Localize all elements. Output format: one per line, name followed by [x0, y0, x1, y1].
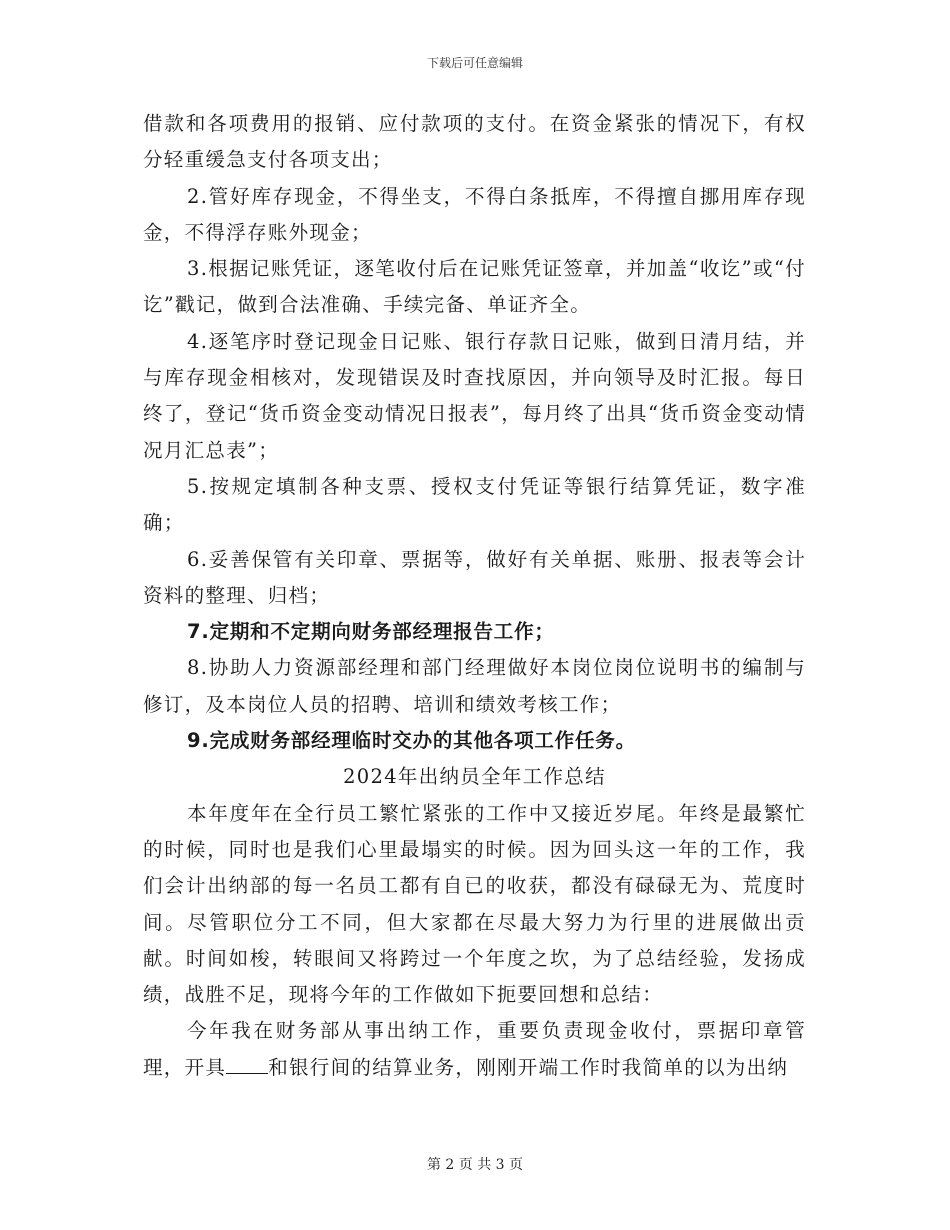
list-item-3: 3.根据记账凭证，逐笔收付后在记账凭证签章，并加盖“收讫”或“付讫”戳记，做到合法准确、手续完备、单证齐全。: [143, 257, 806, 317]
summary-paragraph-2: [143, 1013, 806, 1086]
list-item-4: 4.逐笔序时登记现金日记账、银行存款日记账，做到日清月结，并与库存现金相核对，发现错误及时查找原因，并向领导及时汇报。每日终了，登记“货币资金变动情况日报表”，每月终了出具“货币资金变动情况月汇总表”；: [143, 329, 806, 462]
fill-in-blank: [226, 1057, 268, 1074]
download-note: 下载后可任意编辑: [426, 56, 523, 70]
list-item-5: 5.按规定填制各种支票、授权支付凭证等银行结算凭证，数字准确；: [143, 474, 806, 535]
list-item-8: 8.协助人力资源部经理和部门经理做好本岗位岗位说明书的编制与修订，及本岗位人员的招聘、培训和绩效考核工作；: [143, 656, 806, 716]
summary-paragraph-2-part-a: 今年我在财务部从事出纳工作，重要负责现金收付，票据印章管理，开具: [143, 1019, 806, 1079]
list-item-6: 6.妥善保管有关印章、票据等，做好有关单据、账册、报表等会计资料的整理、归档；: [143, 547, 806, 607]
summary-paragraph-2-part-b: 和银行间的结算业务，刚刚开端工作时我简单的以为出纳: [268, 1055, 789, 1079]
summary-paragraph-1: 本年度年在全行员工繁忙紧张的工作中又接近岁尾。年终是最繁忙的时候，同时也是我们心里最塌实的时候。因为回头这一年的工作，我们会计出纳部的每一名员工都有自已的收获，都没有碌碌无为、荒度时间。尽管职位分工不同，但大家都在尽最大努力为行里的进展做出贡献。时间如梭，转眼间又将跨过一个年度之坎，为了总结经验，发扬成绩，战胜不足，现将今年的工作做如下扼要回想和总结：: [143, 801, 806, 1007]
list-item-2: 2.管好库存现金，不得坐支，不得白条抵库，不得擅自挪用库存现金，不得浮存账外现金；: [143, 184, 806, 244]
document-body: [143, 106, 806, 1086]
list-item-9: 9.完成财务部经理临时交办的其他各项工作任务。: [187, 729, 636, 753]
page-number: 第 2 页 共 3 页: [426, 1157, 524, 1173]
section-title: 2024年出纳员全年工作总结: [343, 765, 606, 789]
list-item-7: 7.定期和不定期向财务部经理报告工作；: [187, 620, 555, 644]
paragraph-continued: 借款和各项费用的报销、应付款项的支付。在资金紧张的情况下，有权分轻重缓急支付各项支出；: [143, 112, 806, 172]
